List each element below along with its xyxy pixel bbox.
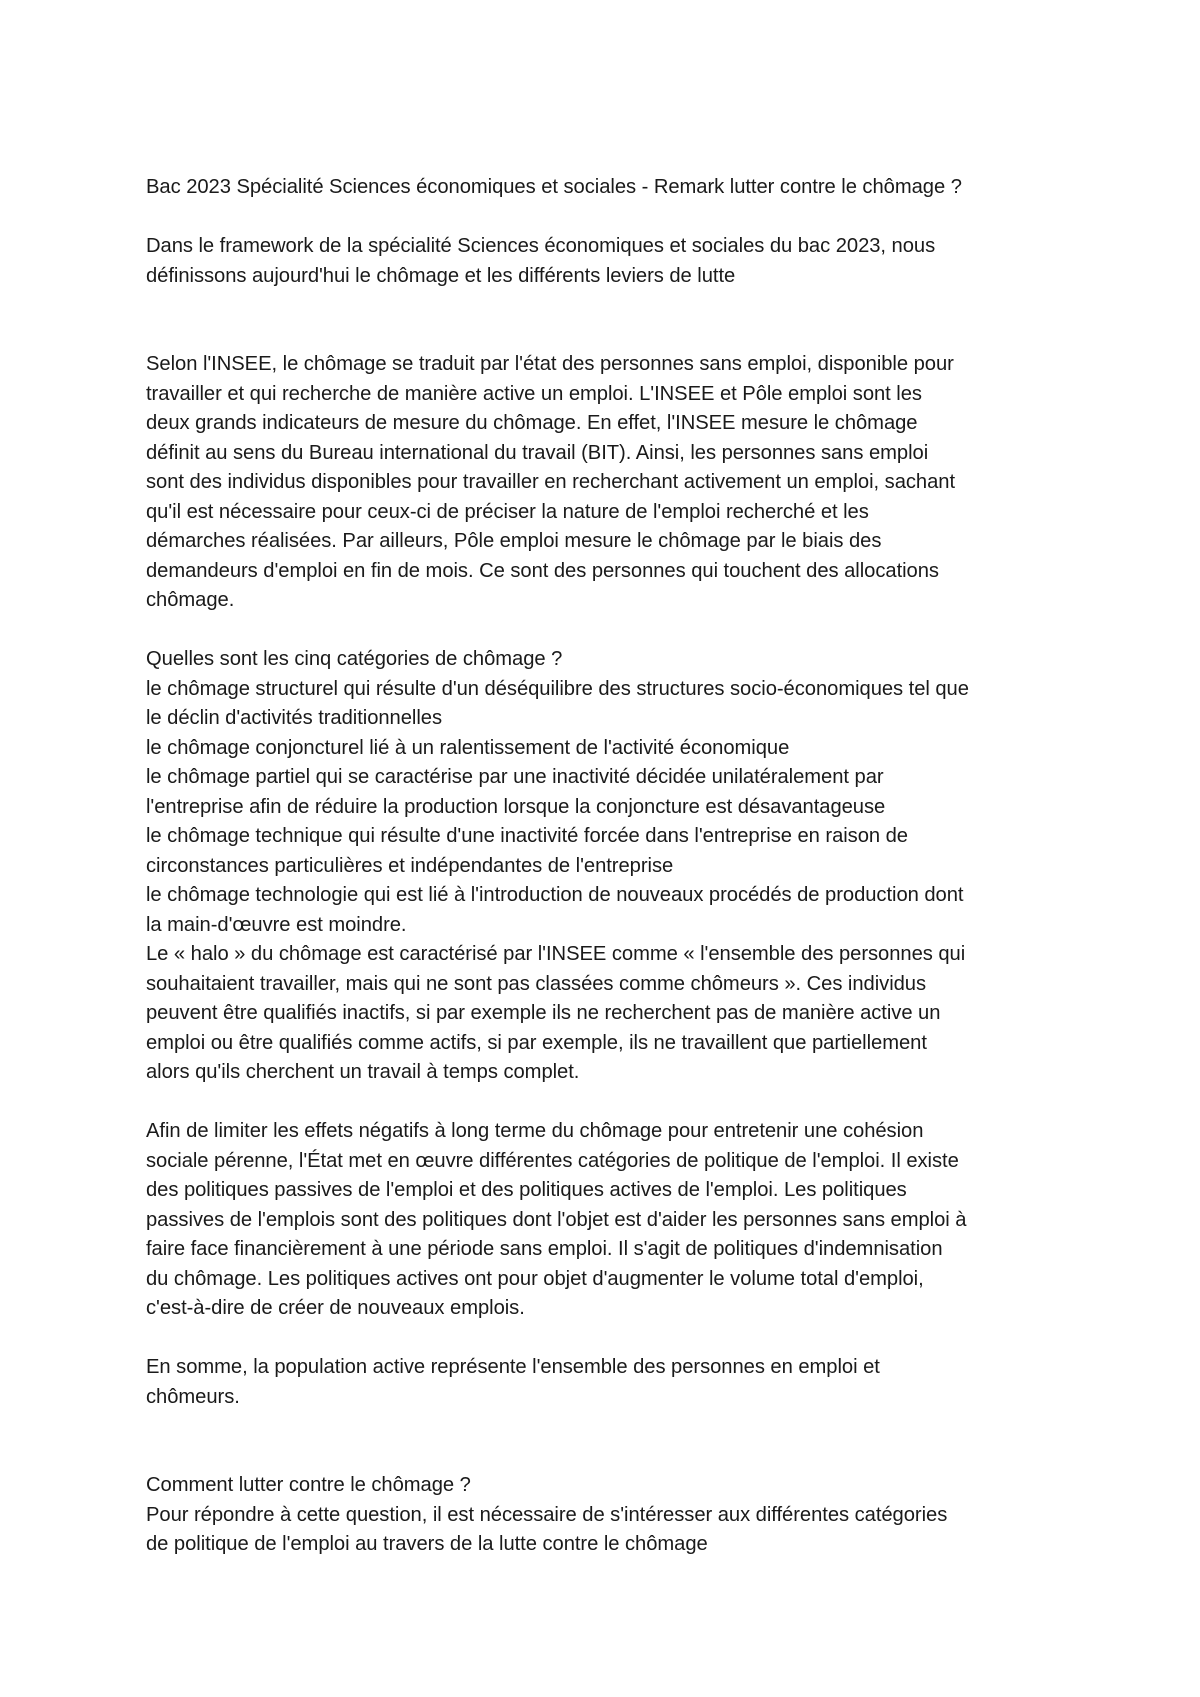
- text-line: sociale pérenne, l'État met en œuvre différentes catégories de politique de l'emploi. Il existe: [146, 1149, 959, 1172]
- text-line: de politique de l'emploi au travers de la lutte contre le chômage: [146, 1533, 708, 1555]
- text-line: En somme, la population active représente l'ensemble des personnes en emploi et: [146, 1356, 880, 1378]
- text-line: le chômage partiel qui se caractérise par une inactivité décidée unilatéralement par: [146, 766, 884, 788]
- intro-paragraph: [146, 232, 1066, 291]
- text-line: du chômage. Les politiques actives ont pour objet d'augmenter le volume total d'emploi,: [146, 1267, 924, 1290]
- policies-paragraph: [146, 1117, 1066, 1324]
- categories-heading: Quelles sont les cinq catégories de chômage ?: [146, 648, 563, 670]
- categories-paragraph: [146, 645, 1066, 1088]
- title-line: Bac 2023 Spécialité Sciences économiques et sociales - Remark lutter contre le chômage ?: [146, 176, 962, 198]
- text-line: circonstances particulières et indépendantes de l'entreprise: [146, 854, 674, 877]
- spacer: [146, 1088, 1066, 1118]
- text-line: qu'il est nécessaire pour ceux-ci de préciser la nature de l'emploi recherché et les: [146, 500, 869, 523]
- text-line: c'est-à-dire de créer de nouveaux emplois.: [146, 1297, 525, 1319]
- text-line: Le « halo » du chômage est caractérisé par l'INSEE comme « l'ensemble des personnes qui: [146, 943, 966, 965]
- document-body: [146, 173, 1066, 1560]
- text-line: emploi ou être qualifiés comme actifs, si par exemple, ils ne travaillent que partiellement: [146, 1031, 927, 1054]
- text-line: le chômage structurel qui résulte d'un déséquilibre des structures socio-économiques tel que: [146, 677, 969, 700]
- text-line: démarches réalisées. Par ailleurs, Pôle emploi mesure le chômage par le biais des: [146, 530, 882, 552]
- text-line: travailler et qui recherche de manière active un emploi. L'INSEE et Pôle emploi sont les: [146, 382, 922, 405]
- spacer: [146, 203, 1066, 233]
- text-line: deux grands indicateurs de mesure du chômage. En effet, l'INSEE mesure le chômage: [146, 412, 918, 434]
- text-line: la main-d'œuvre est moindre.: [146, 913, 407, 936]
- text-line: passives de l'emplois sont des politiques dont l'objet est d'aider les personnes sans emploi à: [146, 1208, 967, 1231]
- question-heading: Comment lutter contre le chômage ?: [146, 1474, 471, 1496]
- text-line: chômage.: [146, 589, 235, 611]
- text-line: l'entreprise afin de réduire la production lorsque la conjoncture est désavantageuse: [146, 795, 886, 818]
- text-line: le chômage conjoncturel lié à un ralentissement de l'activité économique: [146, 736, 790, 759]
- text-line: sont des individus disponibles pour travailler en recherchant activement un emploi, sachant: [146, 471, 956, 493]
- text-line: alors qu'ils cherchent un travail à temps complet.: [146, 1061, 580, 1083]
- text-line: demandeurs d'emploi en fin de mois. Ce sont des personnes qui touchent des allocations: [146, 559, 939, 582]
- spacer: [146, 1324, 1066, 1354]
- summary-paragraph: [146, 1353, 1066, 1412]
- document-title: [146, 173, 1066, 203]
- text-line: définissons aujourd'hui le chômage et les différents leviers de lutte: [146, 264, 736, 287]
- spacer: [146, 1412, 1066, 1471]
- text-line: le chômage technologie qui est lié à l'introduction de nouveaux procédés de production dont: [146, 884, 964, 906]
- text-line: Pour répondre à cette question, il est nécessaire de s'intéresser aux différentes catégories: [146, 1503, 948, 1526]
- text-line: définit au sens du Bureau international du travail (BIT). Ainsi, les personnes sans emploi: [146, 441, 929, 464]
- definition-paragraph: [146, 350, 1066, 616]
- text-line: faire face financièrement à une période sans emploi. Il s'agit de politiques d'indemnisation: [146, 1238, 943, 1260]
- question-paragraph: [146, 1471, 1066, 1560]
- text-line: Afin de limiter les effets négatifs à long terme du chômage pour entretenir une cohésion: [146, 1120, 924, 1142]
- spacer: [146, 291, 1066, 350]
- text-line: des politiques passives de l'emploi et des politiques actives de l'emploi. Les politiques: [146, 1179, 907, 1201]
- text-line: peuvent être qualifiés inactifs, si par exemple ils ne recherchent pas de manière active un: [146, 1002, 941, 1024]
- text-line: Dans le framework de la spécialité Sciences économiques et sociales du bac 2023, nous: [146, 235, 936, 257]
- text-line: chômeurs.: [146, 1385, 240, 1408]
- text-line: Selon l'INSEE, le chômage se traduit par l'état des personnes sans emploi, disponible pour: [146, 353, 954, 375]
- text-line: le chômage technique qui résulte d'une inactivité forcée dans l'entreprise en raison de: [146, 825, 908, 847]
- spacer: [146, 616, 1066, 646]
- text-line: le déclin d'activités traditionnelles: [146, 707, 443, 729]
- text-line: souhaitaient travailler, mais qui ne sont pas classées comme chômeurs ». Ces individus: [146, 972, 927, 995]
